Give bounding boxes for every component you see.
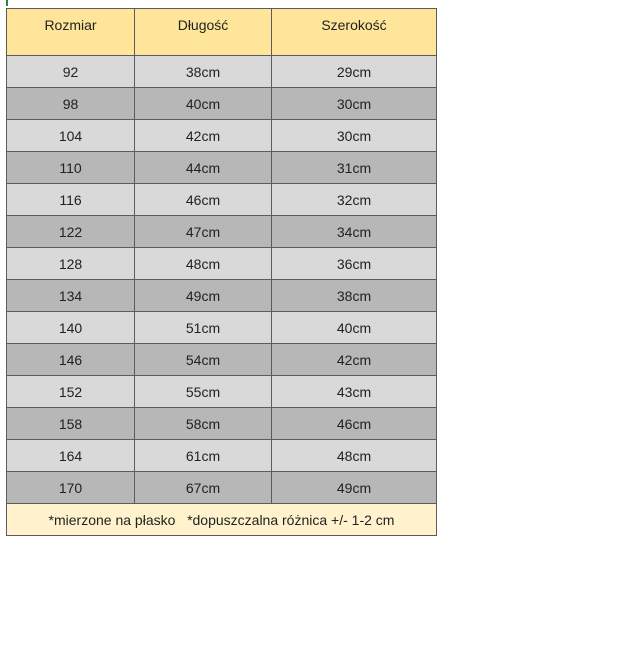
table-row bbox=[7, 312, 437, 344]
cell-length: 61cm bbox=[135, 440, 272, 472]
table-row bbox=[7, 184, 437, 216]
cell-width: 38cm bbox=[272, 280, 437, 312]
table-row bbox=[7, 472, 437, 504]
table-row bbox=[7, 248, 437, 280]
corner-marker bbox=[6, 0, 8, 6]
cell-length: 54cm bbox=[135, 344, 272, 376]
cell-size: 170 bbox=[7, 472, 135, 504]
cell-length: 55cm bbox=[135, 376, 272, 408]
cell-width: 40cm bbox=[272, 312, 437, 344]
cell-length: 46cm bbox=[135, 184, 272, 216]
cell-width: 31cm bbox=[272, 152, 437, 184]
cell-length: 44cm bbox=[135, 152, 272, 184]
table-header-row bbox=[7, 9, 437, 56]
cell-size: 134 bbox=[7, 280, 135, 312]
cell-size: 122 bbox=[7, 216, 135, 248]
table-row bbox=[7, 216, 437, 248]
cell-size: 92 bbox=[7, 56, 135, 88]
cell-length: 67cm bbox=[135, 472, 272, 504]
cell-size: 158 bbox=[7, 408, 135, 440]
cell-length: 42cm bbox=[135, 120, 272, 152]
cell-width: 48cm bbox=[272, 440, 437, 472]
cell-length: 49cm bbox=[135, 280, 272, 312]
cell-length: 48cm bbox=[135, 248, 272, 280]
cell-length: 58cm bbox=[135, 408, 272, 440]
cell-width: 32cm bbox=[272, 184, 437, 216]
cell-length: 47cm bbox=[135, 216, 272, 248]
cell-width: 49cm bbox=[272, 472, 437, 504]
table-row bbox=[7, 56, 437, 88]
cell-width: 34cm bbox=[272, 216, 437, 248]
table-row bbox=[7, 376, 437, 408]
cell-length: 38cm bbox=[135, 56, 272, 88]
note-row bbox=[7, 504, 437, 536]
cell-size: 128 bbox=[7, 248, 135, 280]
cell-size: 146 bbox=[7, 344, 135, 376]
header-width: Szerokość bbox=[272, 9, 437, 56]
header-size: Rozmiar bbox=[7, 9, 135, 56]
cell-width: 42cm bbox=[272, 344, 437, 376]
cell-width: 29cm bbox=[272, 56, 437, 88]
measurement-note: *mierzone na płasko *dopuszczalna różnica +/- 1-2 cm bbox=[7, 504, 437, 536]
table-row bbox=[7, 280, 437, 312]
table-row bbox=[7, 152, 437, 184]
cell-size: 110 bbox=[7, 152, 135, 184]
cell-size: 140 bbox=[7, 312, 135, 344]
table-row bbox=[7, 88, 437, 120]
cell-width: 36cm bbox=[272, 248, 437, 280]
cell-size: 98 bbox=[7, 88, 135, 120]
cell-width: 43cm bbox=[272, 376, 437, 408]
header-length: Długość bbox=[135, 9, 272, 56]
cell-length: 40cm bbox=[135, 88, 272, 120]
cell-width: 30cm bbox=[272, 88, 437, 120]
table-row bbox=[7, 120, 437, 152]
table-row bbox=[7, 440, 437, 472]
table-row bbox=[7, 408, 437, 440]
cell-size: 152 bbox=[7, 376, 135, 408]
size-chart-table bbox=[6, 8, 437, 536]
table-row bbox=[7, 344, 437, 376]
cell-size: 164 bbox=[7, 440, 135, 472]
cell-width: 30cm bbox=[272, 120, 437, 152]
cell-width: 46cm bbox=[272, 408, 437, 440]
cell-length: 51cm bbox=[135, 312, 272, 344]
cell-size: 104 bbox=[7, 120, 135, 152]
cell-size: 116 bbox=[7, 184, 135, 216]
